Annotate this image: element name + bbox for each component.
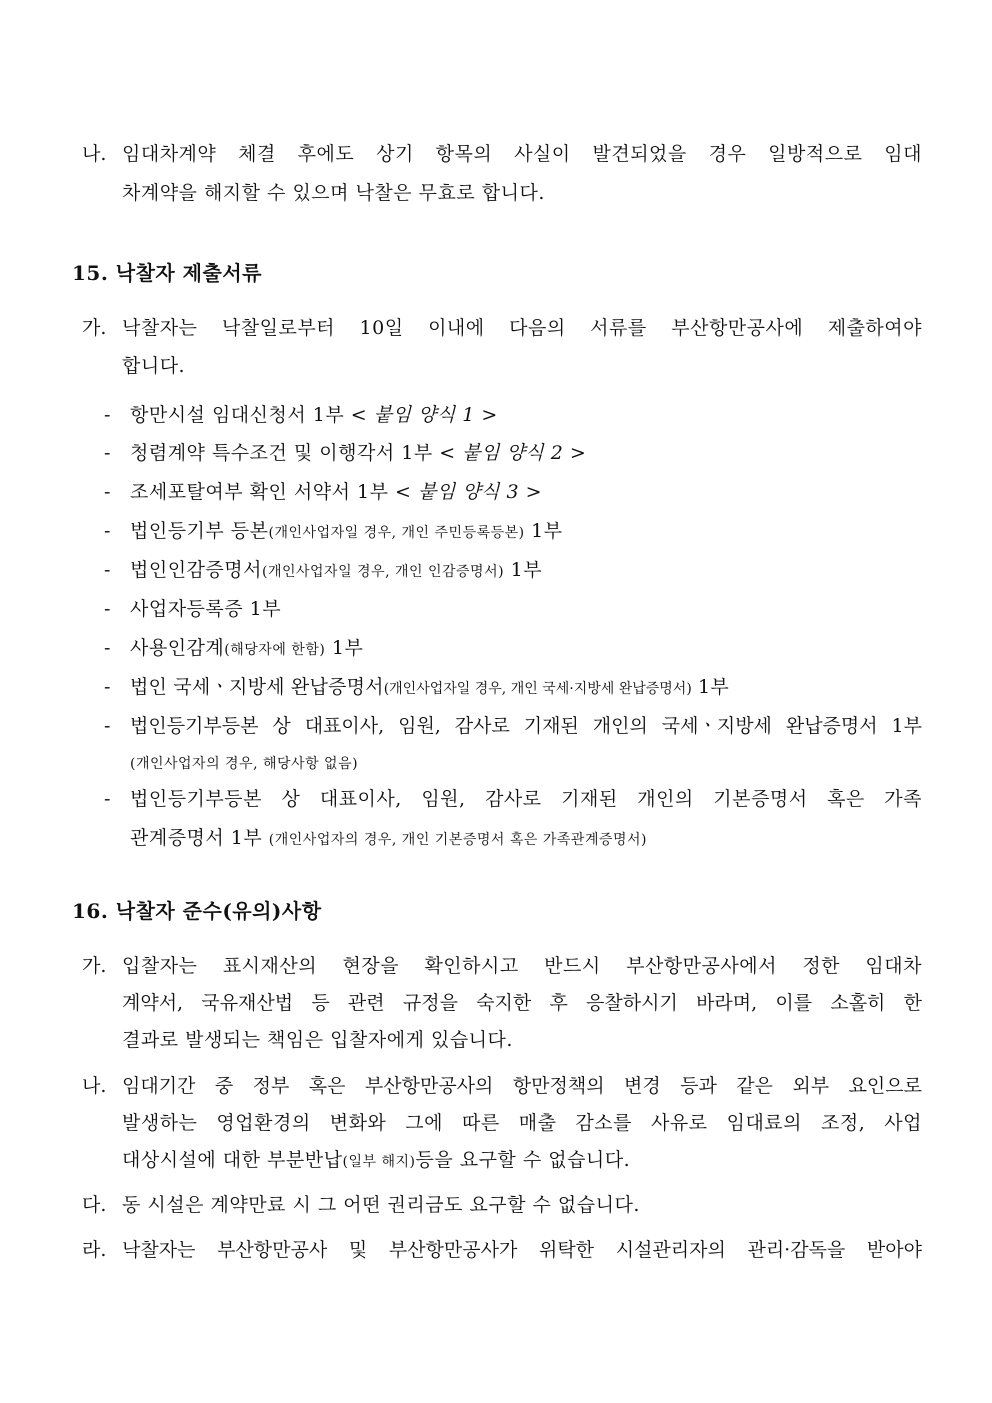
item-note: (일부 해지)	[342, 1154, 416, 1170]
dash-marker: -	[104, 481, 111, 503]
dash-marker: -	[104, 559, 111, 581]
item-marker: 다.	[82, 1194, 107, 1216]
document-note: (개인사업자의 경우, 개인 기본증명서 혹은 가족관계증명서)	[268, 832, 647, 848]
document-line: 청렴계약 특수조건 및 이행각서 1부 < 붙임 양식 2 >	[130, 442, 587, 464]
attachment-label: < 붙임 양식 3 >	[395, 481, 543, 503]
item-text-line: 입찰자는 표시재산의 현장을 확인하시고 반드시 부산항만공사에서 정한 임대차	[122, 955, 922, 977]
item-marker: 라.	[82, 1239, 107, 1261]
document-line: 항만시설 임대신청서 1부 < 붙임 양식 1 >	[130, 404, 498, 426]
section-15-title: 15. 낙찰자 제출서류	[72, 261, 262, 285]
document-note: (개인사업자일 경우, 개인 주민등록등본)	[268, 525, 525, 541]
document-line: 법인등기부등본 상 대표이사, 임원, 감사로 기재된 개인의 국세ㆍ지방세 완납증명서 1부	[130, 715, 922, 737]
document-note: (개인사업자일 경우, 개인 국세·지방세 완납증명서)	[383, 681, 692, 697]
item-marker: 가.	[82, 955, 107, 977]
document-line: 관계증명서 1부 (개인사업자의 경우, 개인 기본증명서 혹은 가족관계증명서)	[130, 827, 647, 849]
dash-marker: -	[104, 715, 111, 737]
dash-marker: -	[104, 788, 111, 810]
item-text-line: 차계약을 해지할 수 있으며 낙찰은 무효로 합니다.	[122, 182, 545, 204]
dash-marker: -	[104, 637, 111, 659]
dash-marker: -	[104, 676, 111, 698]
dash-marker: -	[104, 598, 111, 620]
dash-marker: -	[104, 520, 111, 542]
item-marker: 나.	[82, 1075, 107, 1097]
item-marker: 나.	[82, 143, 107, 165]
document-note: (개인사업자일 경우, 개인 인감증명서)	[261, 564, 505, 580]
attachment-label: < 붙임 양식 2 >	[439, 442, 587, 464]
document-line: 법인등기부등본 상 대표이사, 임원, 감사로 기재된 개인의 기본증명서 혹은 가족	[130, 788, 922, 810]
item-text-line: 임대차계약 체결 후에도 상기 항목의 사실이 발견되었을 경우 일방적으로 임대	[122, 143, 922, 165]
item-text-line: 대상시설에 대한 부분반납(일부 해지)등을 요구할 수 없습니다.	[122, 1149, 631, 1171]
item-text-line: 낙찰자는 부산항만공사 및 부산항만공사가 위탁한 시설관리자의 관리·감독을 받아야	[122, 1239, 922, 1261]
document-line: 사용인감계(해당자에 한함) 1부	[130, 637, 364, 659]
item-text-line: 임대기간 중 정부 혹은 부산항만공사의 항만정책의 변경 등과 같은 외부 요인으로	[122, 1075, 922, 1097]
document-line: 법인인감증명서(개인사업자일 경우, 개인 인감증명서) 1부	[130, 559, 543, 581]
document-note: (해당자에 한함)	[224, 642, 326, 658]
document-line: 조세포탈여부 확인 서약서 1부 < 붙임 양식 3 >	[130, 481, 543, 503]
section-16-title: 16. 낙찰자 준수(유의)사항	[72, 899, 322, 923]
dash-marker: -	[104, 404, 111, 426]
item-marker: 가.	[82, 317, 107, 339]
intro-text-line: 합니다.	[122, 355, 186, 377]
item-text-line: 동 시설은 계약만료 시 그 어떤 권리금도 요구할 수 없습니다.	[122, 1194, 640, 1216]
document-line: 법인 국세ㆍ지방세 완납증명서(개인사업자일 경우, 개인 국세·지방세 완납증명서) 1부	[130, 676, 729, 698]
intro-text-line: 낙찰자는 낙찰일로부터 10일 이내에 다음의 서류를 부산항만공사에 제출하여야	[122, 317, 922, 339]
item-text-line: 발생하는 영업환경의 변화와 그에 따른 매출 감소를 사유로 임대료의 조정, 사업	[122, 1112, 922, 1134]
item-text-line: 결과로 발생되는 책임은 입찰자에게 있습니다.	[122, 1029, 513, 1051]
dash-marker: -	[104, 442, 111, 464]
attachment-label: < 붙임 양식 1 >	[350, 404, 498, 426]
document-line: 법인등기부 등본(개인사업자일 경우, 개인 주민등록등본) 1부	[130, 520, 563, 542]
document-note: (개인사업자의 경우, 해당사항 없음)	[130, 756, 359, 772]
document-line: 사업자등록증 1부	[130, 598, 282, 620]
item-text-line: 계약서, 국유재산법 등 관련 규정을 숙지한 후 응찰하시기 바라며, 이를 소홀히 한	[122, 992, 923, 1014]
